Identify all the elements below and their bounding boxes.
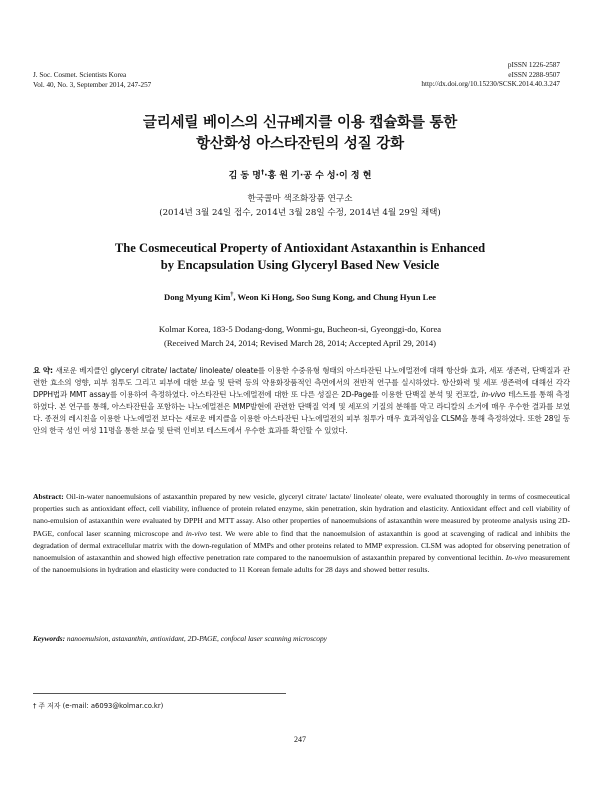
english-abstract-italic: in-vivo bbox=[185, 528, 207, 538]
keywords bbox=[33, 634, 570, 643]
eissn: eISSN 2288-9507 bbox=[508, 70, 560, 79]
journal-header-right bbox=[421, 61, 560, 90]
english-affiliation-name: Kolmar Korea, 183-5 Dodang-dong, Wonmi-gu, Bucheon-si, Gyeonggi-do, Korea bbox=[158, 324, 442, 334]
pissn: pISSN 1226-2587 bbox=[507, 61, 560, 69]
corresponding-mark: † bbox=[260, 169, 265, 176]
english-abstract-italic-2: In-vivo bbox=[505, 553, 528, 563]
korean-authors bbox=[0, 168, 600, 181]
english-abstract-label: Abstract: bbox=[33, 492, 64, 501]
footnote: † 주 저자 (e-mail: a6093@kolmar.co.kr) bbox=[33, 702, 164, 710]
page-number: 247 bbox=[294, 735, 306, 744]
english-title bbox=[0, 240, 600, 274]
korean-affiliation bbox=[0, 192, 600, 220]
korean-affiliation-name: 한국콜마 색조화장품 연구소 bbox=[247, 194, 353, 204]
korean-title bbox=[0, 113, 600, 155]
keywords-label: Keywords: bbox=[33, 634, 66, 643]
korean-abstract-italic: in-vivo bbox=[481, 390, 506, 400]
journal-volume: Vol. 40, No. 3, September 2014, 247-257 bbox=[33, 80, 152, 89]
english-affiliation bbox=[0, 322, 600, 350]
english-abstract-text-a: Oil-in-water nanoemulsions of astaxanthin prepared by new vesicle, glyceryl citrate/ lactate/ linoleate/ oleate, were evaluated thoroughly in terms of cosmeceutical properties such as antioxidant effect, cell viability, influence of protein related enzyme, skin penetration, skin hydration and elasticity. Antioxidant effect and cell viability of nano-emulsion of astaxanthin were evaluated by DPPH and MTT assay. Also other properties of nanoemulsions of astaxanthin were measured by proteome analysis using 2D-PAGE, confocal laser scanning microscope and bbox=[33, 492, 570, 538]
korean-title-line2: 항산화성 아스타잔틴의 성질 강화 bbox=[196, 136, 404, 152]
doi-link[interactable]: http://dx.doi.org/10.15230/SCSK.2014.40.3.247 bbox=[421, 80, 560, 88]
journal-name: J. Soc. Cosmet. Scientists Korea bbox=[33, 71, 127, 79]
english-abstract-text-b: test. We were able to find that the nanoemulsion of astaxanthin is good at scavenging of radical and inhibits the degradation of dermal extracellular matrix with the down-regulation of MMPs and other proteins related to MMP expression. CLSM was adopted for observing penetration of nanoemulsion of astaxanthin and showed high effective penetration rate compared to the nanoemulsion of astaxanthin prepared by conventional lecithin. bbox=[33, 528, 571, 563]
english-dates: (Received March 24, 2014; Revised March 28, 2014; Accepted April 29, 2014) bbox=[163, 338, 437, 348]
corresponding-mark-en: † bbox=[230, 292, 234, 299]
korean-abstract bbox=[33, 365, 570, 438]
english-abstract bbox=[33, 491, 570, 576]
english-abstract-text-c: measurement of the nanoemulsions in hydration and elasticity were conducted to 11 Korean female adults for 28 days and showed better results. bbox=[33, 553, 570, 575]
english-title-line2: by Encapsulation Using Glyceryl Based New Vesicle bbox=[160, 258, 440, 272]
korean-authors-rest: ·홍 원 기·공 수 성·이 정 현 bbox=[264, 171, 372, 181]
korean-abstract-text-b: 테스트를 통해 측정하였다. 본 연구를 통해, 아스타잔틴을 포함하는 나노에멀젼은 MMP발현에 관련한 단백질 억제 및 세포의 기질의 분해를 막고 라디칼의 소거에 매우 우수한 결과를 보였다. 종전의 레시친을 이용한 나노에멀젼 보다는 새로운 베지클을 이용한 아스타잔틴 나노에멀젼의 피부 침투가 매우 효과적임을 CLSM을 통해 측정하였다. 또한 28일 동안의 한국 성인 여성 11명을 통한 보습 및 탄력 인비보 테스트에서 우수한 효과를 확인할 수 있었다. bbox=[33, 390, 570, 436]
english-authors-rest: , Weon Ki Hong, Soo Sung Kong, and Chung Hyun Lee bbox=[233, 292, 436, 302]
korean-author-first: 김 동 명 bbox=[228, 171, 261, 181]
korean-abstract-text-a: 새로운 베지클인 glyceryl citrate/ lactate/ linoleate/ oleate를 이용한 수중유형 형태의 아스타잔틴 나노에멀젼에 대해 항산화 효과, 세포 생존력, 단백질과 관련한 효소의 영향, 피부 침투도 그리고 피부에 대한 보습 및 탄력 등의 약용화장품적인 측면에서의 전반적 연구를 실시하였다. 항산화력 및 세포 생존력에 대해선 각각 DPPH법과 MMT assay를 이용하여 측정하였다. 아스타잔틴 나노에멀젼에 대한 또 다른 성질은 2D-Page를 이용한 단백질 분석 및 컨포칼, bbox=[33, 366, 570, 400]
keywords-text: nanoemulsion, astaxanthin, antioxidant, 2D-PAGE, confocal laser scanning microscopy bbox=[65, 634, 327, 643]
english-author-first: Dong Myung Kim bbox=[164, 292, 231, 302]
korean-title-line1: 글리세릴 베이스의 신규베지클 이용 캡슐화를 통한 bbox=[142, 115, 458, 131]
english-title-line1: The Cosmeceutical Property of Antioxidant Astaxanthin is Enhanced bbox=[114, 241, 486, 255]
english-authors bbox=[0, 292, 600, 302]
footnote-divider bbox=[33, 693, 286, 694]
korean-abstract-label: 요 약: bbox=[33, 366, 53, 375]
journal-header-left bbox=[33, 71, 151, 90]
korean-dates: (2014년 3월 24일 접수, 2014년 3월 28일 수정, 2014년 4월 29일 채택) bbox=[159, 208, 441, 218]
